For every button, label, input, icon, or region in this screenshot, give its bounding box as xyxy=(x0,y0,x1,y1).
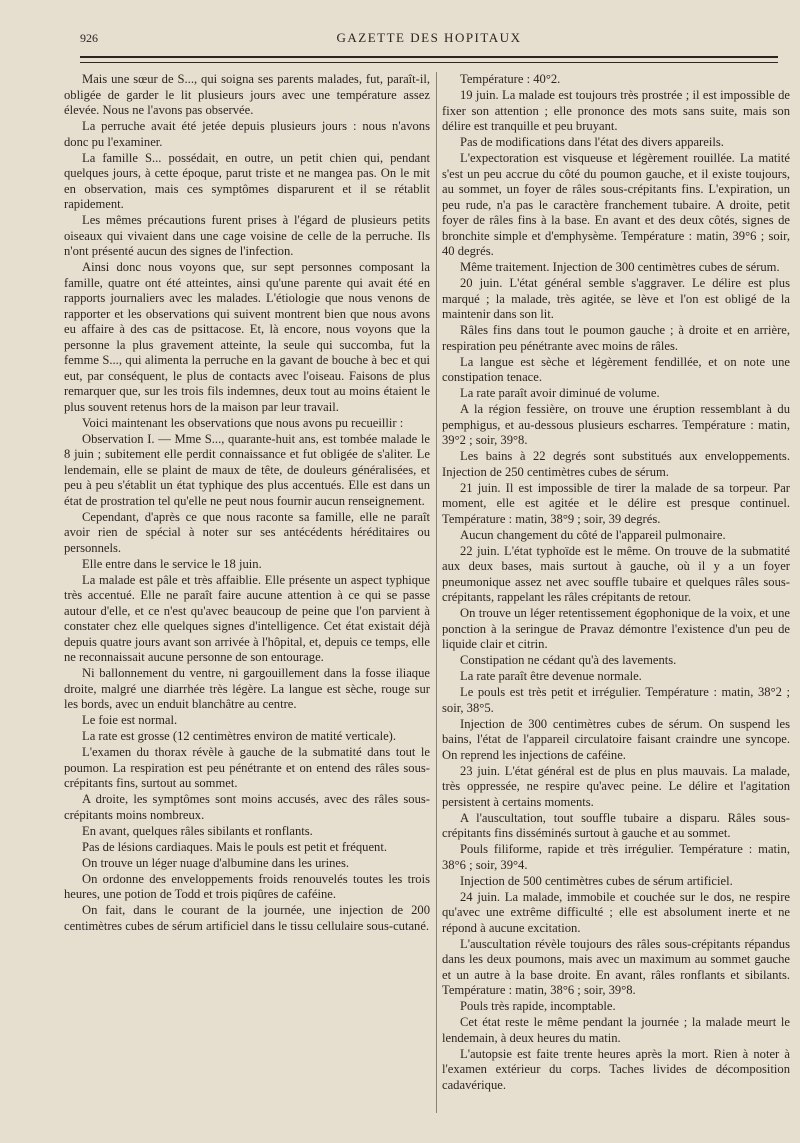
paragraph: A droite, les symptômes sont moins accusés, avec des râles sous-crépitants moins nombreux. xyxy=(64,792,430,822)
paragraph: La malade est pâle et très affaiblie. Elle présente un aspect typhique très accentué. Elle ne paraît faire aucune attention à ce qui se passe autour d'elle, et ce n'est qu'avec beaucoup de peine que l'on parvient à constater chez elle quelques signes d'intelligence. Cet état existait déjà depuis quatre jours avant son arrivée à l'hôpital, et, depuis ce temps, elle ne reconnaissait aucune personne de son entourage. xyxy=(64,572,430,664)
paragraph: Cependant, d'après ce que nous raconte sa famille, elle ne paraît avoir rien de spécial à noter sur ses antécédents héréditaires ou personnels. xyxy=(64,509,430,555)
paragraph: Le foie est normal. xyxy=(82,713,178,727)
paragraph: La perruche avait été jetée depuis plusieurs jours : nous n'avons donc pu l'examiner. xyxy=(64,119,430,149)
paragraph: La rate paraît avoir diminué de volume. xyxy=(460,386,660,400)
paragraph: Pas de lésions cardiaques. Mais le pouls est petit et fréquent. xyxy=(82,839,387,854)
paragraph: La rate paraît être devenue normale. xyxy=(460,669,642,683)
left-column xyxy=(64,72,430,1131)
paragraph: Ainsi donc nous voyons que, sur sept personnes composant la famille, quatre ont été atteintes, ainsi qu'une parente qui avait été en rapports journaliers avec les malades. L'étiologie que nous venons de rapporter et les observations qui suivent montrent bien que nous avons eu affaire à des cas de psittacose. Et, là encore, nous voyons que la personne la plus gravement atteinte, la seule qui succomba, fut la femme S..., qui alimenta la perruche en la gavant de bouche à bec et qui eut, par conséquent, le plus de contacts avec l'oiseau. Faisons de plus remarquer que, sur les trois fils indemnes, deux tout au moins étaient le plus souvent retenus hors de la maison par leur travail. xyxy=(64,260,430,414)
paragraph: En avant, quelques râles sibilants et ronflants. xyxy=(82,823,313,838)
paragraph: Même traitement. Injection de 300 centimètres cubes de sérum. xyxy=(460,260,780,274)
paragraph: A l'auscultation, tout souffle tubaire a disparu. Râles sous-crépitants fins disséminés surtout à gauche et au sommet. xyxy=(442,810,790,840)
paragraph: Râles fins dans tout le poumon gauche ; à droite et en arrière, respiration peu pénétrante avec moins de râles. xyxy=(442,323,790,353)
paragraph: 19 juin. La malade est toujours très prostrée ; il est impossible de fixer son attention ; elle prononce des mots sans suite, mais son délire est tranquille et peu bruyant. xyxy=(442,88,790,133)
paragraph: On fait, dans le courant de la journée, une injection de 200 centimètres cubes de sérum artificiel dans le tissu cellulaire sous-cutané. xyxy=(64,903,430,933)
column-divider xyxy=(436,72,437,1113)
paragraph: 22 juin. L'état typhoïde est le même. On trouve de la submatité aux deux bases, mais surtout à gauche, où il y a un foyer pneumonique assez net avec souffle tubaire et quelques râles sous-crépitants, rappelant les râles crépitants de retour. xyxy=(442,543,790,604)
paragraph: L'examen du thorax révèle à gauche de la submatité dans tout le poumon. La respiration est peu pénétrante et on entend des râles sous-crépitants fins, surtout au sommet. xyxy=(64,745,430,790)
paragraph: On trouve un léger retentissement égophonique de la voix, et une ponction à la seringue de Pravaz démontre l'existence d'un peu de liquide clair et citrin. xyxy=(442,606,790,651)
paragraph: Le pouls est très petit et irrégulier. Température : matin, 38°2 ; soir, 38°5. xyxy=(442,685,790,715)
paragraph: On ordonne des enveloppements froids renouvelés toutes les trois heures, une potion de Todd et trois piqûres de caféine. xyxy=(64,871,430,901)
paragraph: A la région fessière, on trouve une éruption ressemblant à du pemphigus, et au-dessous plusieurs escharres. Température : matin, 39°2 ; soir, 39°8. xyxy=(442,402,790,447)
page-header xyxy=(80,30,778,52)
paragraph: Ni ballonnement du ventre, ni gargouillement dans la fosse iliaque droite, malgré une diarrhée très légère. La langue est sèche, rouge sur les bords, avec un enduit blanchâtre au centre. xyxy=(64,666,430,711)
header-rule-thin xyxy=(80,62,778,63)
paragraph: Les mêmes précautions furent prises à l'égard de plusieurs petits oiseaux qui vivaient dans une cage voisine de celle de la perruche. Ils n'ont présenté aucun des signes de l'infection. xyxy=(64,213,430,258)
paragraph: Mais une sœur de S..., qui soigna ses parents malades, fut, paraît-il, obligée de garder le lit plusieurs jours avec une température assez élevée. Nous ne l'avons pas observée. xyxy=(64,72,430,117)
paragraph: Pouls très rapide, incomptable. xyxy=(460,999,616,1013)
paragraph: Pas de modifications dans l'état des divers appareils. xyxy=(460,135,724,149)
right-column xyxy=(442,72,790,1131)
paragraph: 21 juin. Il est impossible de tirer la malade de sa torpeur. Par moment, elle est agitée et le délire est presque continuel. Température : matin, 38°9 ; soir, 39 degrés. xyxy=(442,480,790,526)
paragraph: L'autopsie est faite trente heures après la mort. Rien à noter à l'examen extérieur du corps. Taches livides de décomposition cadavérique. xyxy=(442,1046,790,1092)
journal-title: GAZETTE DES HOPITAUX xyxy=(336,30,522,45)
paragraph: On trouve un léger nuage d'albumine dans les urines. xyxy=(82,855,350,870)
paragraph: La famille S... possédait, en outre, un petit chien qui, pendant quelques jours, à cette époque, parut triste et ne mangea pas. On le mit en observation, mais ces symptômes disparurent et il se rétablit rapidement. xyxy=(64,150,430,211)
header-rule-thick xyxy=(80,56,778,58)
paragraph: Température : 40°2. xyxy=(460,72,561,86)
paragraph: Pouls filiforme, rapide et très irrégulier. Température : matin, 38°6 ; soir, 39°4. xyxy=(442,842,790,872)
paragraph: 20 juin. L'état général semble s'aggraver. Le délire est plus marqué ; la malade, très agitée, se lève et l'on est obligé de la maintenir dans son lit. xyxy=(442,276,790,321)
paragraph: Injection de 500 centimètres cubes de sérum artificiel. xyxy=(460,873,733,888)
paragraph: La langue est sèche et légèrement fendillée, et on note une constipation tenace. xyxy=(442,354,790,384)
paragraph: La rate est grosse (12 centimètres environ de matité verticale). xyxy=(82,729,397,743)
paragraph: Cet état reste le même pendant la journée ; la malade meurt le lendemain, à deux heures du matin. xyxy=(442,1015,790,1045)
paragraph: Voici maintenant les observations que nous avons pu recueillir : xyxy=(82,415,404,430)
paragraph: Elle entre dans le service le 18 juin. xyxy=(82,556,262,571)
paragraph: Les bains à 22 degrés sont substitués aux enveloppements. Injection de 250 centimètres cubes de sérum. xyxy=(442,449,790,479)
paragraph: 24 juin. La malade, immobile et couchée sur le dos, ne respire qu'avec une extrême difficulté ; elle est absolument inerte et ne répond à aucune excitation. xyxy=(442,889,790,935)
paragraph: 23 juin. L'état général est de plus en plus mauvais. La malade, très oppressée, ne respire qu'avec peine. Le délire et l'agitation persistent à certains moments. xyxy=(442,763,790,809)
paragraph: Aucun changement du côté de l'appareil pulmonaire. xyxy=(460,527,726,542)
paragraph: Constipation ne cédant qu'à des lavements. xyxy=(460,653,677,667)
paragraph: L'expectoration est visqueuse et légèrement rouillée. La matité s'est un peu accrue du côté du poumon gauche, et il existe toujours, au sommet, un foyer de râles sous-crépitants fins. L'expiration, un peu rude, n'a pas le caractère franchement tubaire. A droite, petit foyer de râles fins à la base. En avant et des deux côtés, signes de bronchite simple et d'emphysème. Température : matin, 39°6 ; soir, 40 degrés. xyxy=(442,151,790,258)
page-number: 926 xyxy=(80,31,98,45)
paragraph: L'auscultation révèle toujours des râles sous-crépitants répandus dans les deux poumons, mais avec un maximum au sommet gauche et un autre à la base droite. En avant, râles ronflants et sibilants. Température : matin, 38°6 ; soir, 39°8. xyxy=(442,936,790,997)
paragraph: Injection de 300 centimètres cubes de sérum. On suspend les bains, l'état de l'appareil circulatoire faisant craindre une syncope. On reprend les injections de caféine. xyxy=(442,716,790,762)
paragraph: Observation I. — Mme S..., quarante-huit ans, est tombée malade le 8 juin ; subitement elle perdit connaissance et fut obligée de s'aliter. Le lendemain, elle se plaint de maux de tête, de douleurs généralisées, et peu à peu s'établit un état typhique des plus accentués. Elle est dans un état de prostration tel qu'elle ne peut nous fournir aucun renseignement. xyxy=(64,431,430,508)
